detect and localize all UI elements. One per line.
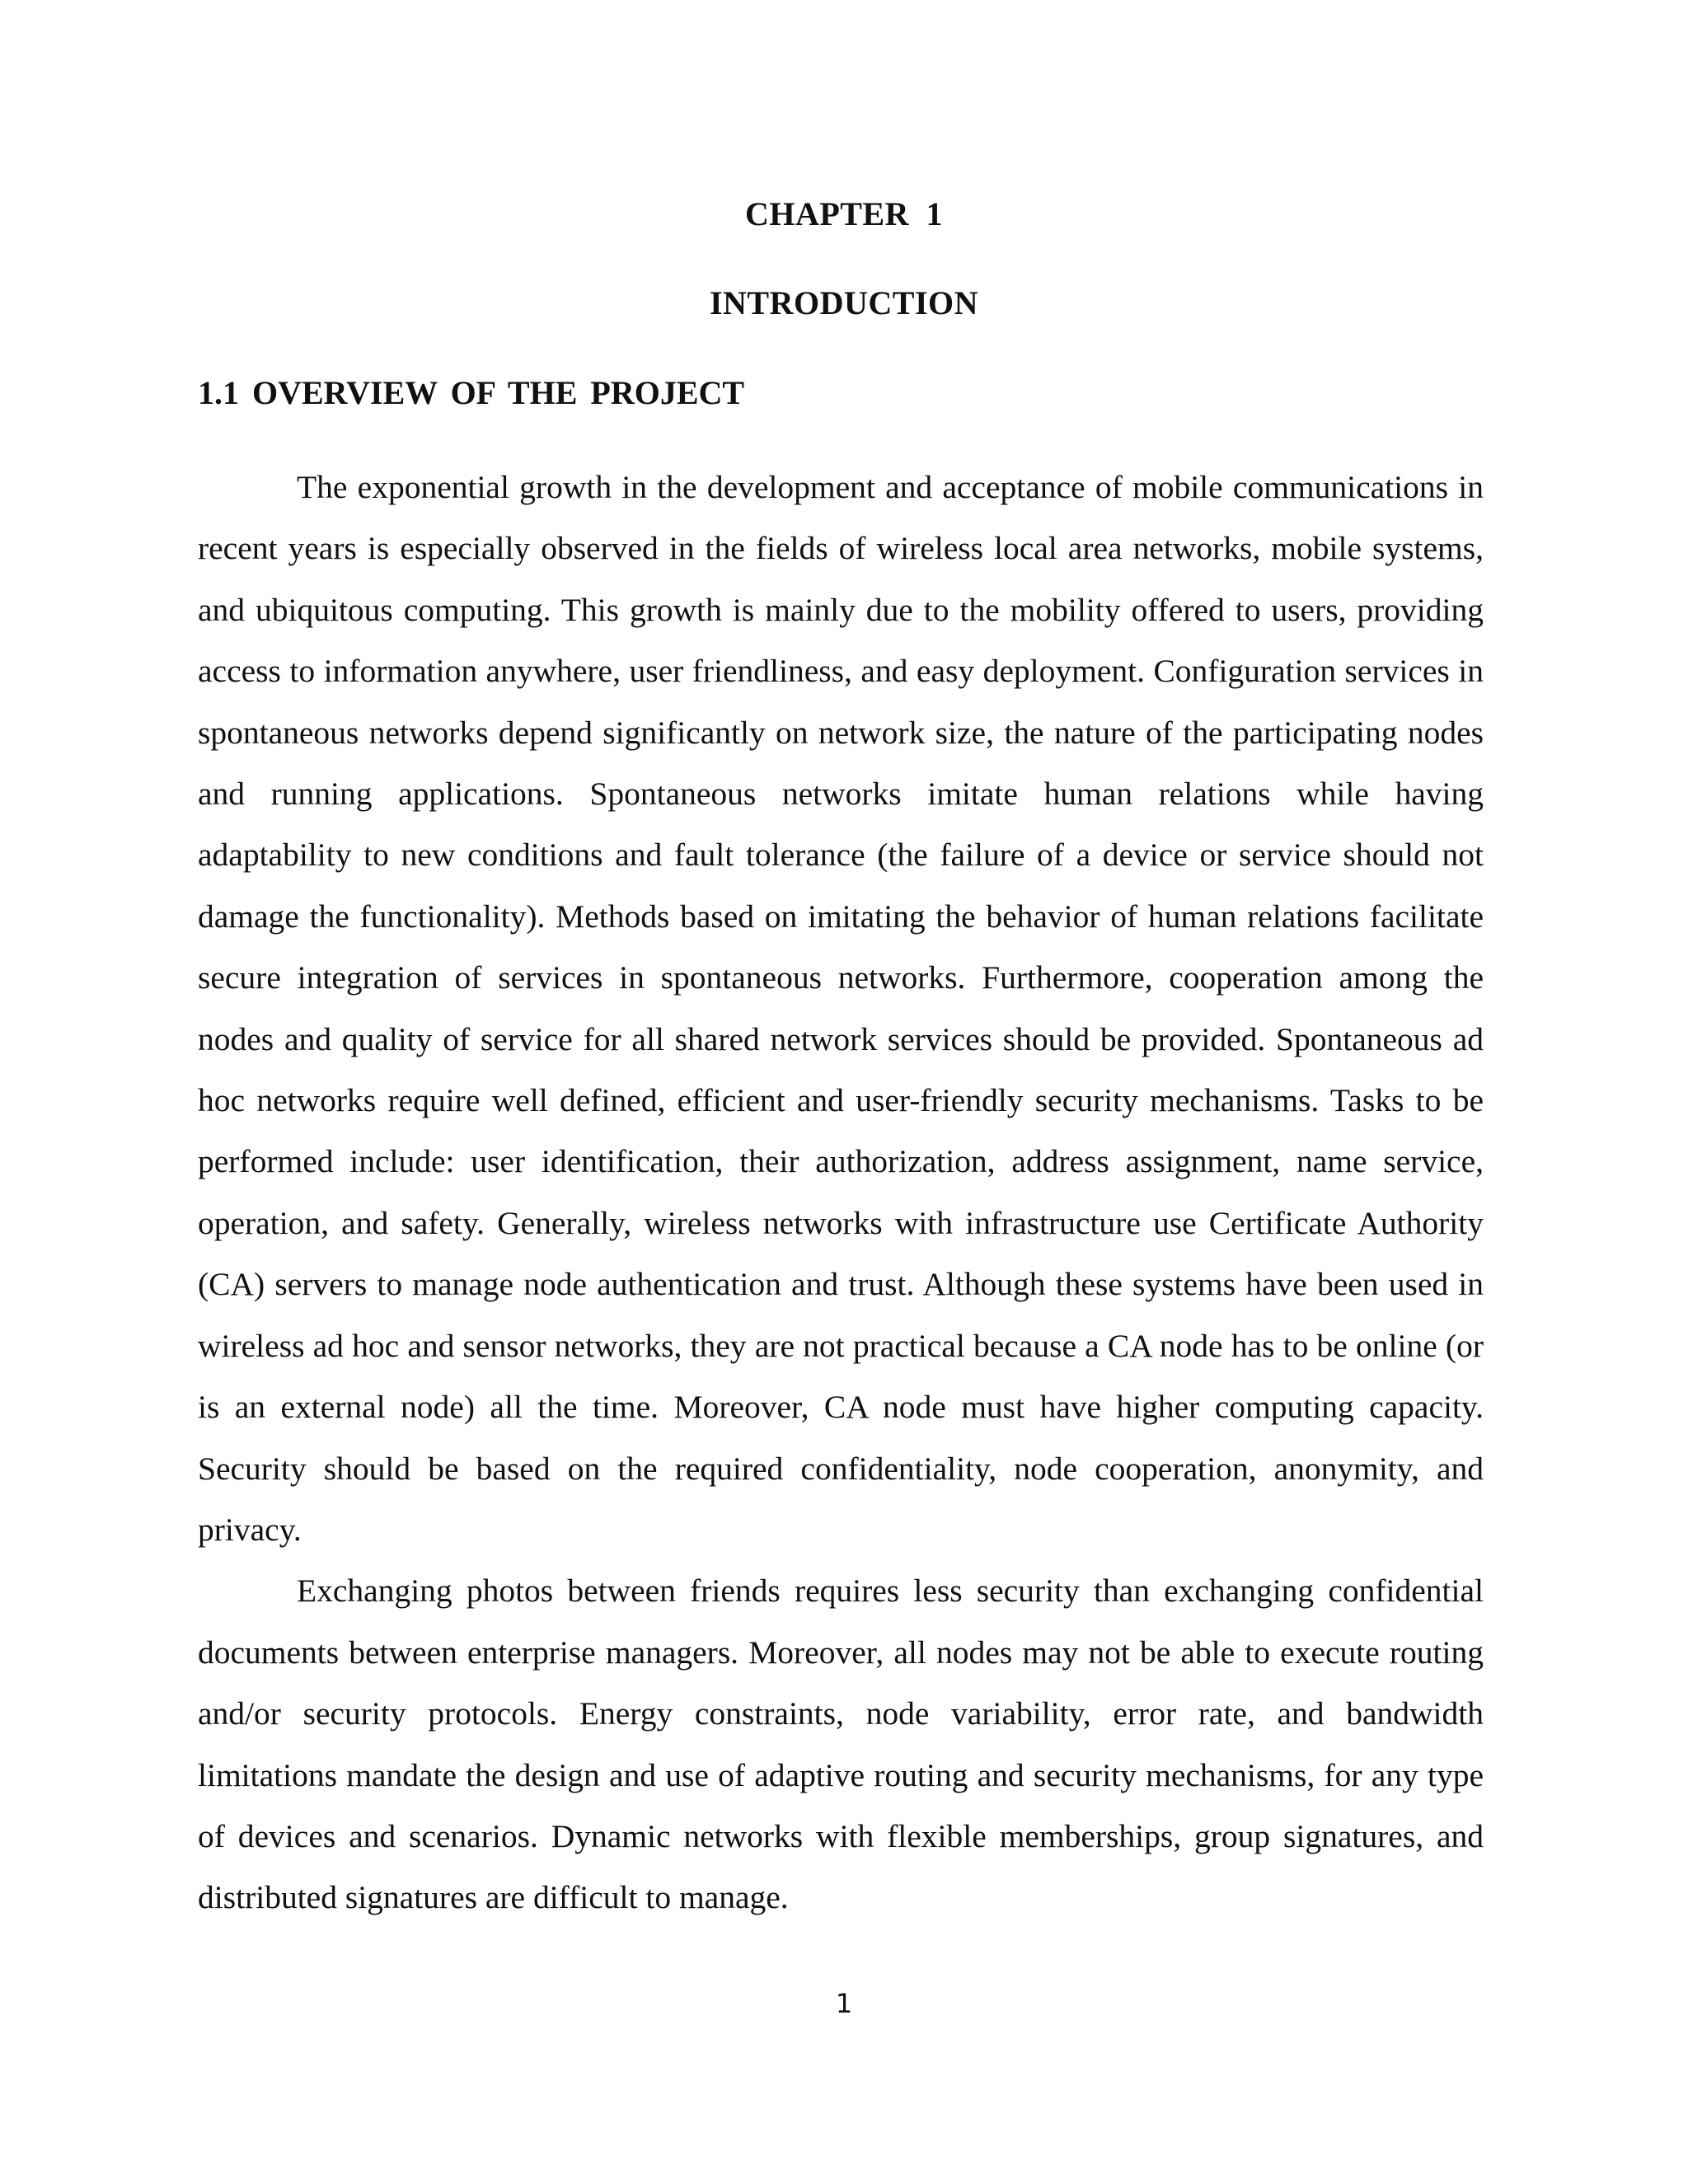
body-text: [198, 457, 1484, 1929]
chapter-title: INTRODUCTION: [709, 284, 979, 321]
page-number: 1: [835, 1988, 853, 2019]
chapter-label: CHAPTER 1: [744, 195, 944, 232]
paragraph-2: Exchanging photos between friends requires less security than exchanging confidential documents between enterprise managers. Moreover, all nodes may not be able to execute routing and/or security protocols. Energy constraints, node variability, error rate, and bandwidth limitations mandate the design and use of adaptive routing and security mechanisms, for any type of devices and scenarios. Dynamic networks with flexible memberships, group signatures, and distributed signatures are difficult to manage.: [198, 1572, 1484, 1916]
section-heading: 1.1 OVERVIEW OF THE PROJECT: [198, 374, 745, 411]
paragraph-1: The exponential growth in the development and acceptance of mobile communications in recent years is especially observed in the fields of wireless local area networks, mobile systems, and ubiquitous computing. This growth is mainly due to the mobility offered to users, providing access to information anywhere, user friendliness, and easy deployment. Configuration services in spontaneous networks depend significantly on network size, the nature of the participating nodes and running applications. Spontaneous networks imitate human relations while having adaptability to new conditions and fault tolerance (the failure of a device or service should not damage the functionality). Methods based on imitating the behavior of human relations facilitate secure integration of services in spontaneous networks. Furthermore, cooperation among the nodes and quality of service for all shared network services should be provided. Spontaneous ad hoc networks require well defined, efficient and user-friendly security mechanisms. Tasks to be performed include: user identification, their authorization, address assignment, name service, operation, and safety. Generally, wireless networks with infrastructure use Certificate Authority (CA) servers to manage node authentication and trust. Although these systems have been used in wireless ad hoc and sensor networks, they are not practical because a CA node has to be online (or is an external node) all the time. Moreover, CA node must have higher computing capacity. Security should be based on the required confidentiality, node cooperation, anonymity, and privacy.: [198, 469, 1484, 1548]
